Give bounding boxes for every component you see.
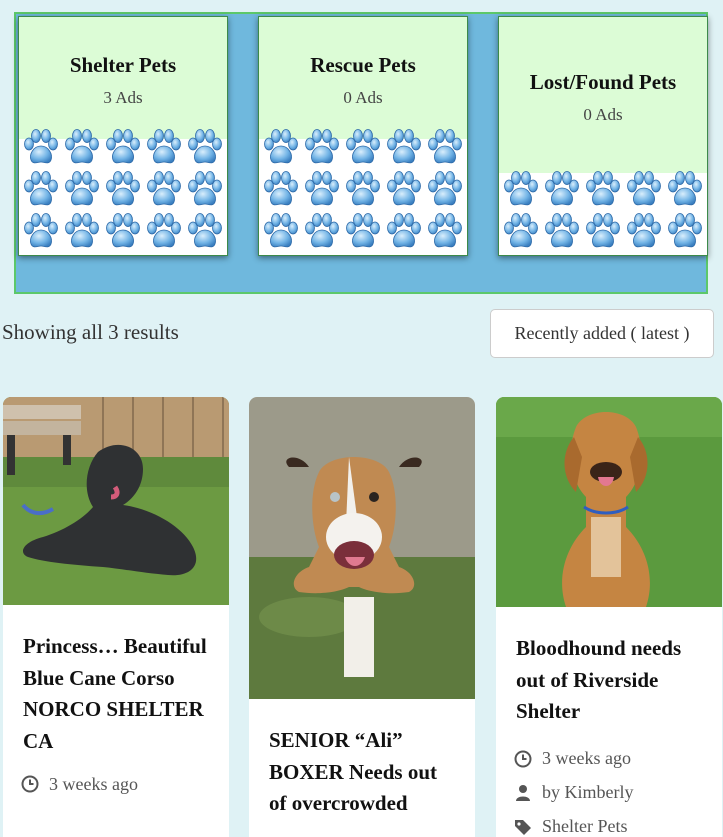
category-title[interactable]: Rescue Pets [310, 48, 416, 82]
category-card-shelter-pets[interactable] [18, 16, 228, 256]
paw-icon [544, 213, 580, 251]
paw-icon [544, 171, 580, 209]
paw-icon [64, 171, 100, 209]
paw-icon [23, 129, 59, 167]
category-card-header [499, 17, 707, 173]
paw-icon [105, 171, 141, 209]
listing-title[interactable]: SENIOR “Ali” BOXER Needs out of overcrowded [249, 725, 475, 820]
listing-category-text[interactable]: Shelter Pets [542, 816, 628, 837]
paw-icon [667, 171, 703, 209]
category-card-lost-found-pets[interactable] [498, 16, 708, 256]
paw-icon [146, 171, 182, 209]
category-title[interactable]: Lost/Found Pets [530, 65, 676, 99]
listing-author-text[interactable]: by Kimberly [542, 782, 634, 803]
paw-icon [146, 129, 182, 167]
paw-icon [585, 171, 621, 209]
paw-icon [64, 213, 100, 251]
paw-pattern [499, 173, 707, 255]
paw-icon [304, 213, 340, 251]
paw-icon [23, 171, 59, 209]
paw-icon [345, 129, 381, 167]
listing-time [3, 767, 229, 801]
listing-author [496, 776, 722, 810]
paw-icon [626, 171, 662, 209]
paw-icon [427, 129, 463, 167]
listing-title[interactable]: Bloodhound needs out of Riverside Shelter [496, 633, 722, 728]
sort-select[interactable]: Recently added ( latest ) [490, 309, 714, 358]
listing-title[interactable]: Princess… Beautiful Blue Cane Corso NORCO SHELTER CA [3, 631, 229, 757]
paw-icon [345, 171, 381, 209]
paw-icon [503, 213, 539, 251]
category-ad-count: 0 Ads [583, 105, 622, 125]
tag-icon [514, 818, 532, 836]
paw-icon [187, 129, 223, 167]
listing-photo[interactable] [3, 397, 229, 605]
paw-icon [187, 213, 223, 251]
category-ad-count: 3 Ads [103, 88, 142, 108]
paw-icon [105, 129, 141, 167]
category-card-header [19, 17, 227, 139]
paw-icon [187, 171, 223, 209]
listing-time [496, 742, 722, 776]
listing-card[interactable] [249, 397, 475, 837]
paw-icon [503, 171, 539, 209]
paw-icon [345, 213, 381, 251]
paw-icon [386, 213, 422, 251]
paw-icon [626, 213, 662, 251]
clock-icon [514, 750, 532, 768]
paw-icon [263, 129, 299, 167]
listing-time-text: 3 weeks ago [542, 748, 631, 769]
paw-pattern [259, 139, 467, 255]
paw-icon [427, 171, 463, 209]
listing-photo[interactable] [249, 397, 475, 699]
paw-icon [304, 171, 340, 209]
listing-photo[interactable] [496, 397, 722, 607]
paw-icon [667, 213, 703, 251]
paw-pattern [19, 139, 227, 255]
category-card-header [259, 17, 467, 139]
category-title[interactable]: Shelter Pets [70, 48, 176, 82]
paw-icon [427, 213, 463, 251]
paw-icon [386, 171, 422, 209]
user-icon [514, 784, 532, 802]
paw-icon [146, 213, 182, 251]
paw-icon [105, 213, 141, 251]
listing-time-text: 3 weeks ago [49, 774, 138, 795]
clock-icon [21, 775, 39, 793]
listing-category [496, 810, 722, 837]
category-ad-count: 0 Ads [343, 88, 382, 108]
category-card-rescue-pets[interactable] [258, 16, 468, 256]
paw-icon [263, 171, 299, 209]
results-count: Showing all 3 results [2, 320, 179, 345]
paw-icon [304, 129, 340, 167]
listing-card[interactable] [3, 397, 229, 837]
category-banner [14, 12, 708, 294]
paw-icon [386, 129, 422, 167]
paw-icon [64, 129, 100, 167]
paw-icon [23, 213, 59, 251]
listing-card[interactable] [496, 397, 722, 837]
paw-icon [263, 213, 299, 251]
paw-icon [585, 213, 621, 251]
